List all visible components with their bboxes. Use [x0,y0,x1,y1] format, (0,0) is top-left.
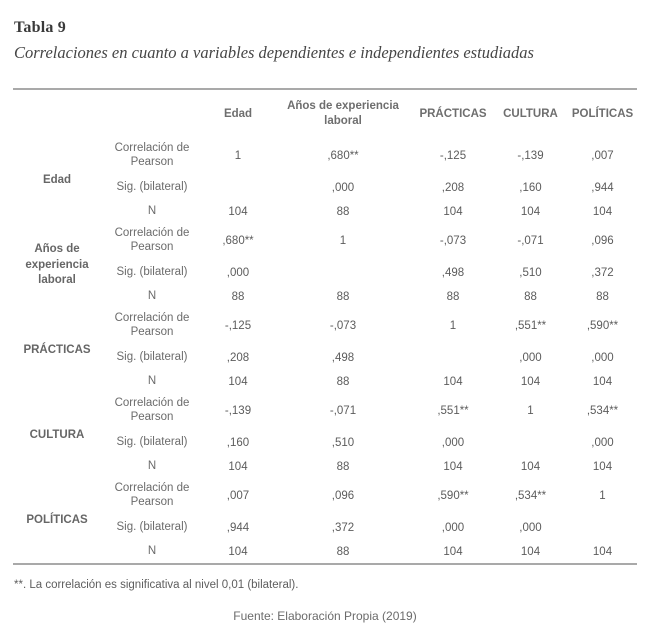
table-header-row [13,90,637,138]
cell-value: 104 [228,206,248,218]
cell-value: ,372 [591,266,614,279]
cell-value: ,000 [591,351,614,364]
cell-value: ,510 [331,436,355,449]
row-variable-label: Años de experiencia laboral [25,243,89,287]
cell-value: ,096 [591,235,614,247]
cell-value: -,125 [439,150,467,162]
cell-value: 88 [336,376,350,388]
cell-value: 104 [520,206,541,218]
cell-value: ,000 [519,521,542,534]
stat-label: Sig. (bilateral) [116,435,188,448]
column-header-edad: Edad [223,107,253,120]
cell-value: ,680** [327,150,359,162]
cell-value: -,073 [329,320,357,332]
cell-value: ,551** [437,405,469,417]
cell-value: 1 [599,490,606,502]
variable-block [13,223,637,308]
cell-value: -,071 [329,405,357,417]
cell-value: 104 [592,206,613,218]
stat-label: N [147,290,157,303]
column-header-experiencia: Años de experiencia laboral [287,100,399,127]
cell-value: 1 [527,405,534,417]
variable-block [13,138,637,223]
cell-value: 104 [520,546,541,558]
stat-label: N [147,375,157,388]
stat-label: N [147,205,157,218]
row-variable-label: PRÁCTICAS [23,343,91,356]
cell-value: 88 [446,291,460,303]
cell-value: 104 [228,546,248,558]
cell-value [568,514,637,541]
cell-value: ,534** [514,490,547,502]
cell-value: ,000 [441,521,465,534]
cell-value: ,096 [331,490,355,502]
cell-value: ,510 [519,266,542,279]
column-header-practicas: PRÁCTICAS [419,107,487,120]
cell-value: ,000 [441,436,465,449]
cell-value: 1 [339,235,347,247]
cell-value: 1 [234,150,242,162]
cell-value: 88 [524,291,537,303]
significance-footnote: **. La correlación es significativa al nivel 0,01 (bilateral). [14,579,299,591]
table-caption: Correlaciones en cuanto a variables dependientes e independientes estudiadas [14,43,534,62]
stat-label: N [147,460,157,473]
row-variable-label: POLÍTICAS [26,513,88,526]
cell-value: ,160 [226,436,250,449]
column-header-politicas: POLÍTICAS [571,107,634,120]
cell-value: ,000 [519,351,542,364]
cell-value: ,000 [226,266,250,279]
cell-value: ,007 [591,150,614,162]
cell-value: ,000 [331,181,355,194]
cell-value: ,534** [586,405,619,417]
cell-value: ,007 [226,490,250,502]
cell-value: -,139 [224,405,252,417]
cell-value: -,073 [439,235,467,247]
cell-value: ,498 [441,266,465,279]
stat-label: Correlación de Pearson [114,312,190,338]
cell-value: ,372 [331,521,355,534]
stat-label: Sig. (bilateral) [116,180,188,193]
cell-value: 88 [336,206,350,218]
cell-value: ,208 [441,181,465,194]
row-variable-label: CULTURA [29,428,85,441]
source-note: Fuente: Elaboración Propia (2019) [233,609,417,623]
cell-value: 88 [336,546,350,558]
stat-label: Correlación de Pearson [114,142,190,168]
cell-value: 104 [592,546,613,558]
cell-value: ,944 [226,521,250,534]
stat-label: Sig. (bilateral) [116,350,188,363]
cell-value: -,071 [517,235,544,247]
cell-value: 104 [443,376,463,388]
cell-value: 88 [596,291,609,303]
row-variable-label: Edad [42,173,72,186]
cell-value: 104 [443,206,463,218]
cell-value: ,208 [226,351,250,364]
cell-value: -,125 [224,320,252,332]
cell-value: ,160 [519,181,542,194]
cell-value: 104 [520,376,541,388]
cell-value [203,174,273,201]
cell-value: 104 [592,376,613,388]
cell-value [273,259,413,286]
stat-label: N [147,545,157,558]
cell-value: ,680** [222,235,254,247]
stat-label: Correlación de Pearson [114,482,190,508]
cell-value: ,000 [591,436,614,449]
table-body [13,138,637,563]
cell-value: 104 [228,461,248,473]
cell-value: 88 [336,291,350,303]
correlation-table [13,88,637,565]
cell-value: ,590** [437,490,469,502]
stat-label: Correlación de Pearson [114,227,190,253]
variable-block [13,308,637,393]
variable-block [13,478,637,563]
variable-block [13,393,637,478]
cell-value: 104 [443,461,463,473]
cell-value [413,344,493,371]
cell-value: 104 [592,461,613,473]
table-number-title: Tabla 9 [14,19,66,36]
cell-value: ,944 [591,181,614,194]
cell-value: ,551** [514,320,547,332]
cell-value: ,590** [586,320,619,332]
cell-value: -,139 [517,150,544,162]
cell-value [493,429,568,456]
column-header-cultura: CULTURA [503,107,558,120]
stat-label: Correlación de Pearson [114,397,190,423]
stat-label: Sig. (bilateral) [116,520,188,533]
cell-value: 88 [336,461,350,473]
cell-value: 88 [231,291,245,303]
stat-label: Sig. (bilateral) [116,265,188,278]
cell-value: 1 [449,320,457,332]
cell-value: 104 [228,376,248,388]
cell-value: 104 [520,461,541,473]
cell-value: ,498 [331,351,355,364]
cell-value: 104 [443,546,463,558]
